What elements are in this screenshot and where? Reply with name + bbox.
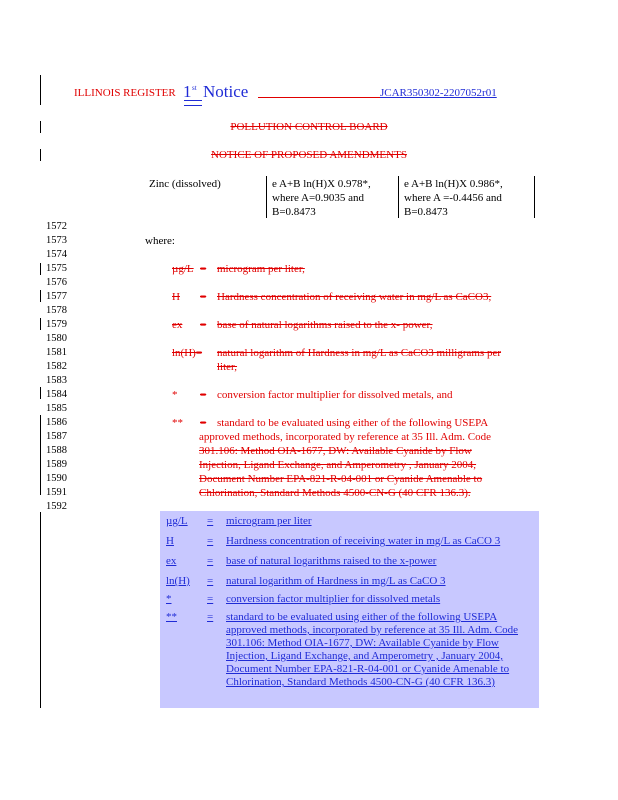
new-def-symbol: * [166,593,172,605]
change-bar [40,263,41,275]
zinc-label: Zinc (dissolved) [149,178,221,190]
line-number: 1577 [46,291,67,302]
table-divider [398,176,399,218]
old-def-symbol: * [172,389,178,401]
new-def-text: standard to be evaluated using either of the following USEPA approved methods, incorporated by reference at 35 Ill. Adm. Code 301.106: Method OIA-1677, DW: Available Cyanide by Flow Injection, Ligand Exchange, and Amperometry , January 2004, Document Number EPA-821-R-04-001 or Cyanide Amenable to Chlorination, Standard Methods 4500-CN-G (40 CFR 136.3) [226,611,519,688]
old-def-equals: = [200,389,207,401]
new-def-text: natural logarithm of Hardness in mg/L as CaCO 3 [226,575,446,587]
new-def-text: Hardness concentration of receiving water in mg/L as CaCO 3 [226,535,501,547]
zinc-formula-1: e A+B ln(H)X 0.978*, [272,178,371,190]
change-bar [40,415,41,495]
old-def-equals: = [200,291,207,303]
new-def-symbol: ** [166,611,177,623]
old-def-text: Hardness concentration of receiving water in mg/L as CaCO3, [217,291,492,303]
new-def-symbol: ln(H) [166,575,190,587]
old-def-text: base of natural logarithms raised to the x- power, [217,319,433,331]
line-number: 1587 [46,431,67,442]
new-def-symbol: ex [166,555,177,567]
old-std-line: Injection, Ligand Exchange, and Amperometry , January 2004, [199,459,477,471]
header-rule [258,97,380,98]
old-def-symbol: µg/L [172,263,194,275]
notice-title: NOTICE OF PROPOSED AMENDMENTS [211,149,407,161]
table-divider [266,176,267,218]
zinc-coef-b-1: B=0.8473 [272,206,316,218]
old-std-line: Document Number EPA-821-R-04-001 or Cyanide Amenable to [199,473,483,485]
new-def-equals: = [207,575,214,587]
zinc-coef-a-1: where A=0.9035 and [272,192,365,204]
agency-title: POLLUTION CONTROL BOARD [230,121,388,133]
jcar-code: JCAR350302-2207052r01 [380,87,497,99]
new-def-equals: = [207,515,214,527]
old-def-equals: = [200,319,207,331]
register-name: ILLINOIS REGISTER [74,87,176,99]
line-number: 1592 [46,501,67,512]
new-def-text: conversion factor multiplier for dissolved metals [226,593,441,605]
line-number: 1591 [46,487,67,498]
register-number: 1 [183,82,192,101]
old-def-text: conversion factor multiplier for dissolved metals, and [217,389,453,401]
old-def-symbol: ln(H)= [172,347,203,359]
double-underline [184,100,202,106]
line-number: 1585 [46,403,67,414]
zinc-coef-b-2: B=0.8473 [404,206,448,218]
change-bar [40,318,41,330]
line-number: 1580 [46,333,67,344]
line-number: 1578 [46,305,67,316]
new-def-text: base of natural logarithms raised to the x-power [226,555,437,567]
old-def-equals: = [200,417,207,429]
register-number-suffix: st [192,84,197,92]
line-number: 1579 [46,319,67,330]
old-def-text-cont: liter, [217,361,238,373]
notice-label: Notice [203,82,249,101]
line-number: 1574 [46,249,67,260]
line-number: 1572 [46,221,67,232]
zinc-formula-2: e A+B ln(H)X 0.986*, [404,178,503,190]
old-std-line: approved methods, incorporated by reference at 35 Ill. Adm. Code [199,431,492,443]
line-number: 1589 [46,459,67,470]
old-def-text: microgram per liter, [217,263,305,275]
old-std-line: 301.106: Method OIA-1677, DW: Available Cyanide by Flow [199,445,472,457]
zinc-coef-a-2: where A =-0.4456 and [404,192,502,204]
line-number: 1586 [46,417,67,428]
table-divider [534,176,535,218]
line-number: 1582 [46,361,67,372]
new-def-symbol: H [166,535,174,547]
change-bar [40,387,41,399]
line-number: 1584 [46,389,67,400]
line-number: 1583 [46,375,67,386]
line-number: 1588 [46,445,67,456]
old-def-equals: = [200,263,207,275]
line-number: 1575 [46,263,67,274]
new-def-text: microgram per liter [226,515,312,527]
line-number: 1590 [46,473,67,484]
change-bar [40,290,41,302]
line-number: 1573 [46,235,67,246]
old-def-symbol: ** [172,417,183,429]
old-def-text: standard to be evaluated using either of the following USEPA [217,417,489,429]
old-def-symbol: H [172,291,180,303]
old-std-line: Chlorination, Standard Methods 4500-CN-G (40 CFR 136.3). [199,487,471,499]
line-number: 1576 [46,277,67,288]
new-def-equals: = [207,535,214,547]
where-label: where: [145,235,175,247]
line-number: 1581 [46,347,67,358]
old-def-symbol: ex [172,319,183,331]
new-def-symbol: µg/L [166,515,188,527]
change-bar [40,512,41,708]
new-def-equals: = [207,611,214,623]
old-def-text: natural logarithm of Hardness in mg/L as CaCO3 milligrams per [217,347,502,359]
new-def-equals: = [207,555,214,567]
new-def-equals: = [207,593,214,605]
change-bar [40,75,41,105]
